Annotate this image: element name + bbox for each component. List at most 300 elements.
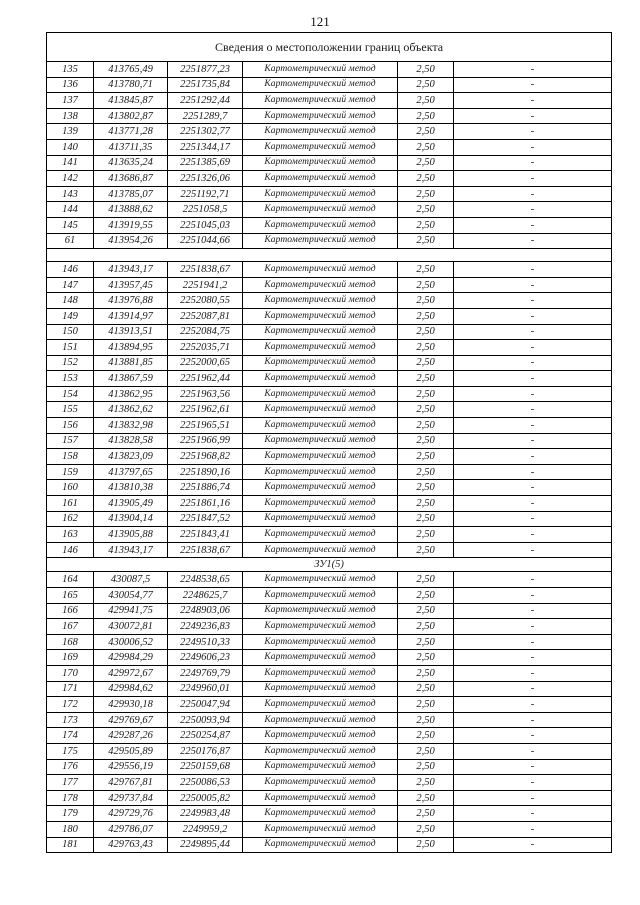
point-number-cell: 153 [47,371,94,387]
x-coordinate-cell: 413711,35 [94,139,168,155]
precision-cell: 2,50 [398,139,454,155]
table-row [47,542,612,558]
precision-cell: 2,50 [398,775,454,791]
y-coordinate-cell: 2250093,94 [168,712,243,728]
table-row [47,759,612,775]
description-cell: - [454,139,612,155]
precision-cell: 2,50 [398,233,454,249]
table-row [47,108,612,124]
precision-cell: 2,50 [398,202,454,218]
precision-cell: 2,50 [398,324,454,340]
point-number-cell: 148 [47,293,94,309]
table-row [47,93,612,109]
boundary-coordinates-table [46,32,612,853]
x-coordinate-cell: 429505,89 [94,743,168,759]
y-coordinate-cell: 2250005,82 [168,790,243,806]
table-row [47,480,612,496]
description-cell: - [454,186,612,202]
table-row [47,277,612,293]
description-cell: - [454,233,612,249]
method-cell: Картометрический метод [243,665,398,681]
description-cell: - [454,681,612,697]
description-cell: - [454,62,612,78]
table-row [47,155,612,171]
y-coordinate-cell: 2251843,41 [168,527,243,543]
x-coordinate-cell: 430006,52 [94,634,168,650]
method-cell: Картометрический метод [243,681,398,697]
description-cell: - [454,124,612,140]
y-coordinate-cell: 2252084,75 [168,324,243,340]
method-cell: Картометрический метод [243,277,398,293]
x-coordinate-cell: 429972,67 [94,665,168,681]
precision-cell: 2,50 [398,728,454,744]
point-number-cell: 144 [47,202,94,218]
x-coordinate-cell: 429786,07 [94,821,168,837]
x-coordinate-cell: 413954,26 [94,233,168,249]
description-cell: - [454,480,612,496]
description-cell: - [454,171,612,187]
y-coordinate-cell: 2249510,33 [168,634,243,650]
precision-cell: 2,50 [398,806,454,822]
table-row [47,821,612,837]
table-row [47,743,612,759]
table-row [47,262,612,278]
method-cell: Картометрический метод [243,712,398,728]
point-number-cell: 169 [47,650,94,666]
description-cell: - [454,588,612,604]
description-cell: - [454,324,612,340]
y-coordinate-cell: 2251192,71 [168,186,243,202]
point-number-cell: 154 [47,386,94,402]
point-number-cell: 162 [47,511,94,527]
table-row [47,186,612,202]
y-coordinate-cell: 2248625,7 [168,588,243,604]
precision-cell: 2,50 [398,603,454,619]
point-number-cell: 152 [47,355,94,371]
precision-cell: 2,50 [398,496,454,512]
description-cell: - [454,759,612,775]
method-cell: Картометрический метод [243,108,398,124]
point-number-cell: 160 [47,480,94,496]
point-number-cell: 61 [47,233,94,249]
description-cell: - [454,293,612,309]
y-coordinate-cell: 2249983,48 [168,806,243,822]
description-cell: - [454,821,612,837]
x-coordinate-cell: 413976,88 [94,293,168,309]
table-title: Сведения о местоположении границ объекта [47,33,612,62]
method-cell: Картометрический метод [243,386,398,402]
x-coordinate-cell: 413888,62 [94,202,168,218]
y-coordinate-cell: 2251886,74 [168,480,243,496]
section-separator [47,249,612,262]
point-number-cell: 147 [47,277,94,293]
table-row [47,665,612,681]
x-coordinate-cell: 413957,45 [94,277,168,293]
x-coordinate-cell: 430072,81 [94,619,168,635]
description-cell: - [454,308,612,324]
method-cell: Картометрический метод [243,527,398,543]
description-cell: - [454,712,612,728]
precision-cell: 2,50 [398,371,454,387]
description-cell: - [454,650,612,666]
point-number-cell: 161 [47,496,94,512]
method-cell: Картометрический метод [243,217,398,233]
y-coordinate-cell: 2251838,67 [168,542,243,558]
description-cell: - [454,619,612,635]
y-coordinate-cell: 2251962,61 [168,402,243,418]
method-cell: Картометрический метод [243,233,398,249]
precision-cell: 2,50 [398,650,454,666]
description-cell: - [454,418,612,434]
y-coordinate-cell: 2249960,01 [168,681,243,697]
description-cell: - [454,496,612,512]
y-coordinate-cell: 2251847,52 [168,511,243,527]
description-cell: - [454,262,612,278]
table-row [47,619,612,635]
table-row [47,293,612,309]
y-coordinate-cell: 2251965,51 [168,418,243,434]
point-number-cell: 164 [47,572,94,588]
description-cell: - [454,217,612,233]
method-cell: Картометрический метод [243,650,398,666]
point-number-cell: 136 [47,77,94,93]
table-row [47,681,612,697]
point-number-cell: 163 [47,527,94,543]
description-cell: - [454,433,612,449]
y-coordinate-cell: 2251302,77 [168,124,243,140]
precision-cell: 2,50 [398,790,454,806]
x-coordinate-cell: 413802,87 [94,108,168,124]
x-coordinate-cell: 413914,97 [94,308,168,324]
x-coordinate-cell: 429941,75 [94,603,168,619]
table-row [47,511,612,527]
table-row [47,340,612,356]
point-number-cell: 157 [47,433,94,449]
point-number-cell: 176 [47,759,94,775]
point-number-cell: 175 [47,743,94,759]
x-coordinate-cell: 413785,07 [94,186,168,202]
y-coordinate-cell: 2252035,71 [168,340,243,356]
y-coordinate-cell: 2252080,55 [168,293,243,309]
precision-cell: 2,50 [398,277,454,293]
table-row [47,806,612,822]
point-number-cell: 165 [47,588,94,604]
precision-cell: 2,50 [398,186,454,202]
precision-cell: 2,50 [398,743,454,759]
x-coordinate-cell: 429763,43 [94,837,168,853]
table-row [47,171,612,187]
description-cell: - [454,449,612,465]
method-cell: Картометрический метод [243,449,398,465]
x-coordinate-cell: 413913,51 [94,324,168,340]
precision-cell: 2,50 [398,480,454,496]
point-number-cell: 156 [47,418,94,434]
method-cell: Картометрический метод [243,619,398,635]
table-row [47,790,612,806]
x-coordinate-cell: 413832,98 [94,418,168,434]
x-coordinate-cell: 413765,49 [94,62,168,78]
x-coordinate-cell: 413823,09 [94,449,168,465]
precision-cell: 2,50 [398,697,454,713]
y-coordinate-cell: 2251877,23 [168,62,243,78]
precision-cell: 2,50 [398,511,454,527]
point-number-cell: 159 [47,464,94,480]
precision-cell: 2,50 [398,262,454,278]
x-coordinate-cell: 413905,49 [94,496,168,512]
precision-cell: 2,50 [398,402,454,418]
point-number-cell: 151 [47,340,94,356]
table-row [47,449,612,465]
precision-cell: 2,50 [398,759,454,775]
precision-cell: 2,50 [398,418,454,434]
description-cell: - [454,155,612,171]
y-coordinate-cell: 2251963,56 [168,386,243,402]
description-cell: - [454,77,612,93]
y-coordinate-cell: 2249895,44 [168,837,243,853]
x-coordinate-cell: 413862,95 [94,386,168,402]
y-coordinate-cell: 2252087,81 [168,308,243,324]
y-coordinate-cell: 2251045,03 [168,217,243,233]
table-row [47,202,612,218]
precision-cell: 2,50 [398,62,454,78]
precision-cell: 2,50 [398,93,454,109]
table-row [47,77,612,93]
description-cell: - [454,527,612,543]
method-cell: Картометрический метод [243,603,398,619]
description-cell: - [454,371,612,387]
method-cell: Картометрический метод [243,480,398,496]
method-cell: Картометрический метод [243,743,398,759]
method-cell: Картометрический метод [243,93,398,109]
precision-cell: 2,50 [398,124,454,140]
y-coordinate-cell: 2251292,44 [168,93,243,109]
y-coordinate-cell: 2251838,67 [168,262,243,278]
table-row [47,308,612,324]
y-coordinate-cell: 2251044,66 [168,233,243,249]
point-number-cell: 180 [47,821,94,837]
table-row [47,464,612,480]
table-row [47,837,612,853]
table-row [47,572,612,588]
precision-cell: 2,50 [398,588,454,604]
precision-cell: 2,50 [398,355,454,371]
point-number-cell: 139 [47,124,94,140]
table-row [47,527,612,543]
method-cell: Картометрический метод [243,775,398,791]
table-row [47,371,612,387]
x-coordinate-cell: 413867,59 [94,371,168,387]
method-cell: Картометрический метод [243,293,398,309]
precision-cell: 2,50 [398,108,454,124]
x-coordinate-cell: 429984,62 [94,681,168,697]
method-cell: Картометрический метод [243,171,398,187]
table-row [47,324,612,340]
method-cell: Картометрический метод [243,790,398,806]
point-number-cell: 141 [47,155,94,171]
x-coordinate-cell: 429984,29 [94,650,168,666]
y-coordinate-cell: 2250086,53 [168,775,243,791]
description-cell: - [454,355,612,371]
method-cell: Картометрический метод [243,464,398,480]
table-row [47,775,612,791]
method-cell: Картометрический метод [243,588,398,604]
precision-cell: 2,50 [398,77,454,93]
description-cell: - [454,697,612,713]
method-cell: Картометрический метод [243,139,398,155]
table-title-row [47,33,612,62]
x-coordinate-cell: 413771,28 [94,124,168,140]
point-number-cell: 149 [47,308,94,324]
method-cell: Картометрический метод [243,821,398,837]
point-number-cell: 155 [47,402,94,418]
method-cell: Картометрический метод [243,124,398,140]
precision-cell: 2,50 [398,634,454,650]
description-cell: - [454,806,612,822]
x-coordinate-cell: 413845,87 [94,93,168,109]
method-cell: Картометрический метод [243,759,398,775]
method-cell: Картометрический метод [243,837,398,853]
y-coordinate-cell: 2250159,68 [168,759,243,775]
point-number-cell: 146 [47,542,94,558]
precision-cell: 2,50 [398,293,454,309]
y-coordinate-cell: 2251966,99 [168,433,243,449]
precision-cell: 2,50 [398,155,454,171]
point-number-cell: 171 [47,681,94,697]
point-number-cell: 167 [47,619,94,635]
x-coordinate-cell: 413894,95 [94,340,168,356]
precision-cell: 2,50 [398,619,454,635]
point-number-cell: 140 [47,139,94,155]
x-coordinate-cell: 413904,14 [94,511,168,527]
x-coordinate-cell: 429930,18 [94,697,168,713]
precision-cell: 2,50 [398,542,454,558]
table-row [47,386,612,402]
precision-cell: 2,50 [398,712,454,728]
table-row [47,697,612,713]
x-coordinate-cell: 429287,26 [94,728,168,744]
method-cell: Картометрический метод [243,202,398,218]
method-cell: Картометрический метод [243,806,398,822]
table-row [47,728,612,744]
table-row [47,418,612,434]
y-coordinate-cell: 2250176,87 [168,743,243,759]
point-number-cell: 179 [47,806,94,822]
table-row [47,217,612,233]
precision-cell: 2,50 [398,572,454,588]
section-heading-row [47,558,612,572]
method-cell: Картометрический метод [243,697,398,713]
y-coordinate-cell: 2251890,16 [168,464,243,480]
x-coordinate-cell: 413881,85 [94,355,168,371]
x-coordinate-cell: 413810,38 [94,480,168,496]
point-number-cell: 146 [47,262,94,278]
precision-cell: 2,50 [398,665,454,681]
table-row [47,588,612,604]
point-number-cell: 138 [47,108,94,124]
y-coordinate-cell: 2249769,79 [168,665,243,681]
method-cell: Картометрический метод [243,262,398,278]
description-cell: - [454,603,612,619]
point-number-cell: 173 [47,712,94,728]
description-cell: - [454,572,612,588]
x-coordinate-cell: 429767,81 [94,775,168,791]
point-number-cell: 145 [47,217,94,233]
point-number-cell: 178 [47,790,94,806]
y-coordinate-cell: 2251941,2 [168,277,243,293]
table-row [47,650,612,666]
precision-cell: 2,50 [398,217,454,233]
y-coordinate-cell: 2251344,17 [168,139,243,155]
y-coordinate-cell: 2251861,16 [168,496,243,512]
precision-cell: 2,50 [398,681,454,697]
method-cell: Картометрический метод [243,77,398,93]
precision-cell: 2,50 [398,308,454,324]
description-cell: - [454,665,612,681]
y-coordinate-cell: 2248903,06 [168,603,243,619]
y-coordinate-cell: 2252000,65 [168,355,243,371]
method-cell: Картометрический метод [243,324,398,340]
y-coordinate-cell: 2251968,82 [168,449,243,465]
method-cell: Картометрический метод [243,418,398,434]
table-body [47,33,612,853]
point-number-cell: 142 [47,171,94,187]
precision-cell: 2,50 [398,449,454,465]
description-cell: - [454,743,612,759]
method-cell: Картометрический метод [243,634,398,650]
y-coordinate-cell: 2251962,44 [168,371,243,387]
y-coordinate-cell: 2248538,65 [168,572,243,588]
y-coordinate-cell: 2251289,7 [168,108,243,124]
x-coordinate-cell: 413635,24 [94,155,168,171]
y-coordinate-cell: 2249606,23 [168,650,243,666]
method-cell: Картометрический метод [243,728,398,744]
x-coordinate-cell: 413943,17 [94,542,168,558]
point-number-cell: 168 [47,634,94,650]
section-separator-row [47,249,612,262]
table-row [47,124,612,140]
method-cell: Картометрический метод [243,155,398,171]
description-cell: - [454,790,612,806]
method-cell: Картометрический метод [243,496,398,512]
x-coordinate-cell: 413686,87 [94,171,168,187]
point-number-cell: 177 [47,775,94,791]
method-cell: Картометрический метод [243,433,398,449]
table-row [47,402,612,418]
description-cell: - [454,386,612,402]
y-coordinate-cell: 2251385,69 [168,155,243,171]
point-number-cell: 158 [47,449,94,465]
precision-cell: 2,50 [398,386,454,402]
description-cell: - [454,542,612,558]
precision-cell: 2,50 [398,340,454,356]
x-coordinate-cell: 430054,77 [94,588,168,604]
description-cell: - [454,277,612,293]
table-row [47,433,612,449]
x-coordinate-cell: 430087,5 [94,572,168,588]
description-cell: - [454,634,612,650]
point-number-cell: 172 [47,697,94,713]
table-row [47,603,612,619]
description-cell: - [454,202,612,218]
y-coordinate-cell: 2250254,87 [168,728,243,744]
method-cell: Картометрический метод [243,308,398,324]
table-row [47,139,612,155]
method-cell: Картометрический метод [243,186,398,202]
y-coordinate-cell: 2250047,94 [168,697,243,713]
point-number-cell: 166 [47,603,94,619]
table-row [47,634,612,650]
x-coordinate-cell: 429737,84 [94,790,168,806]
